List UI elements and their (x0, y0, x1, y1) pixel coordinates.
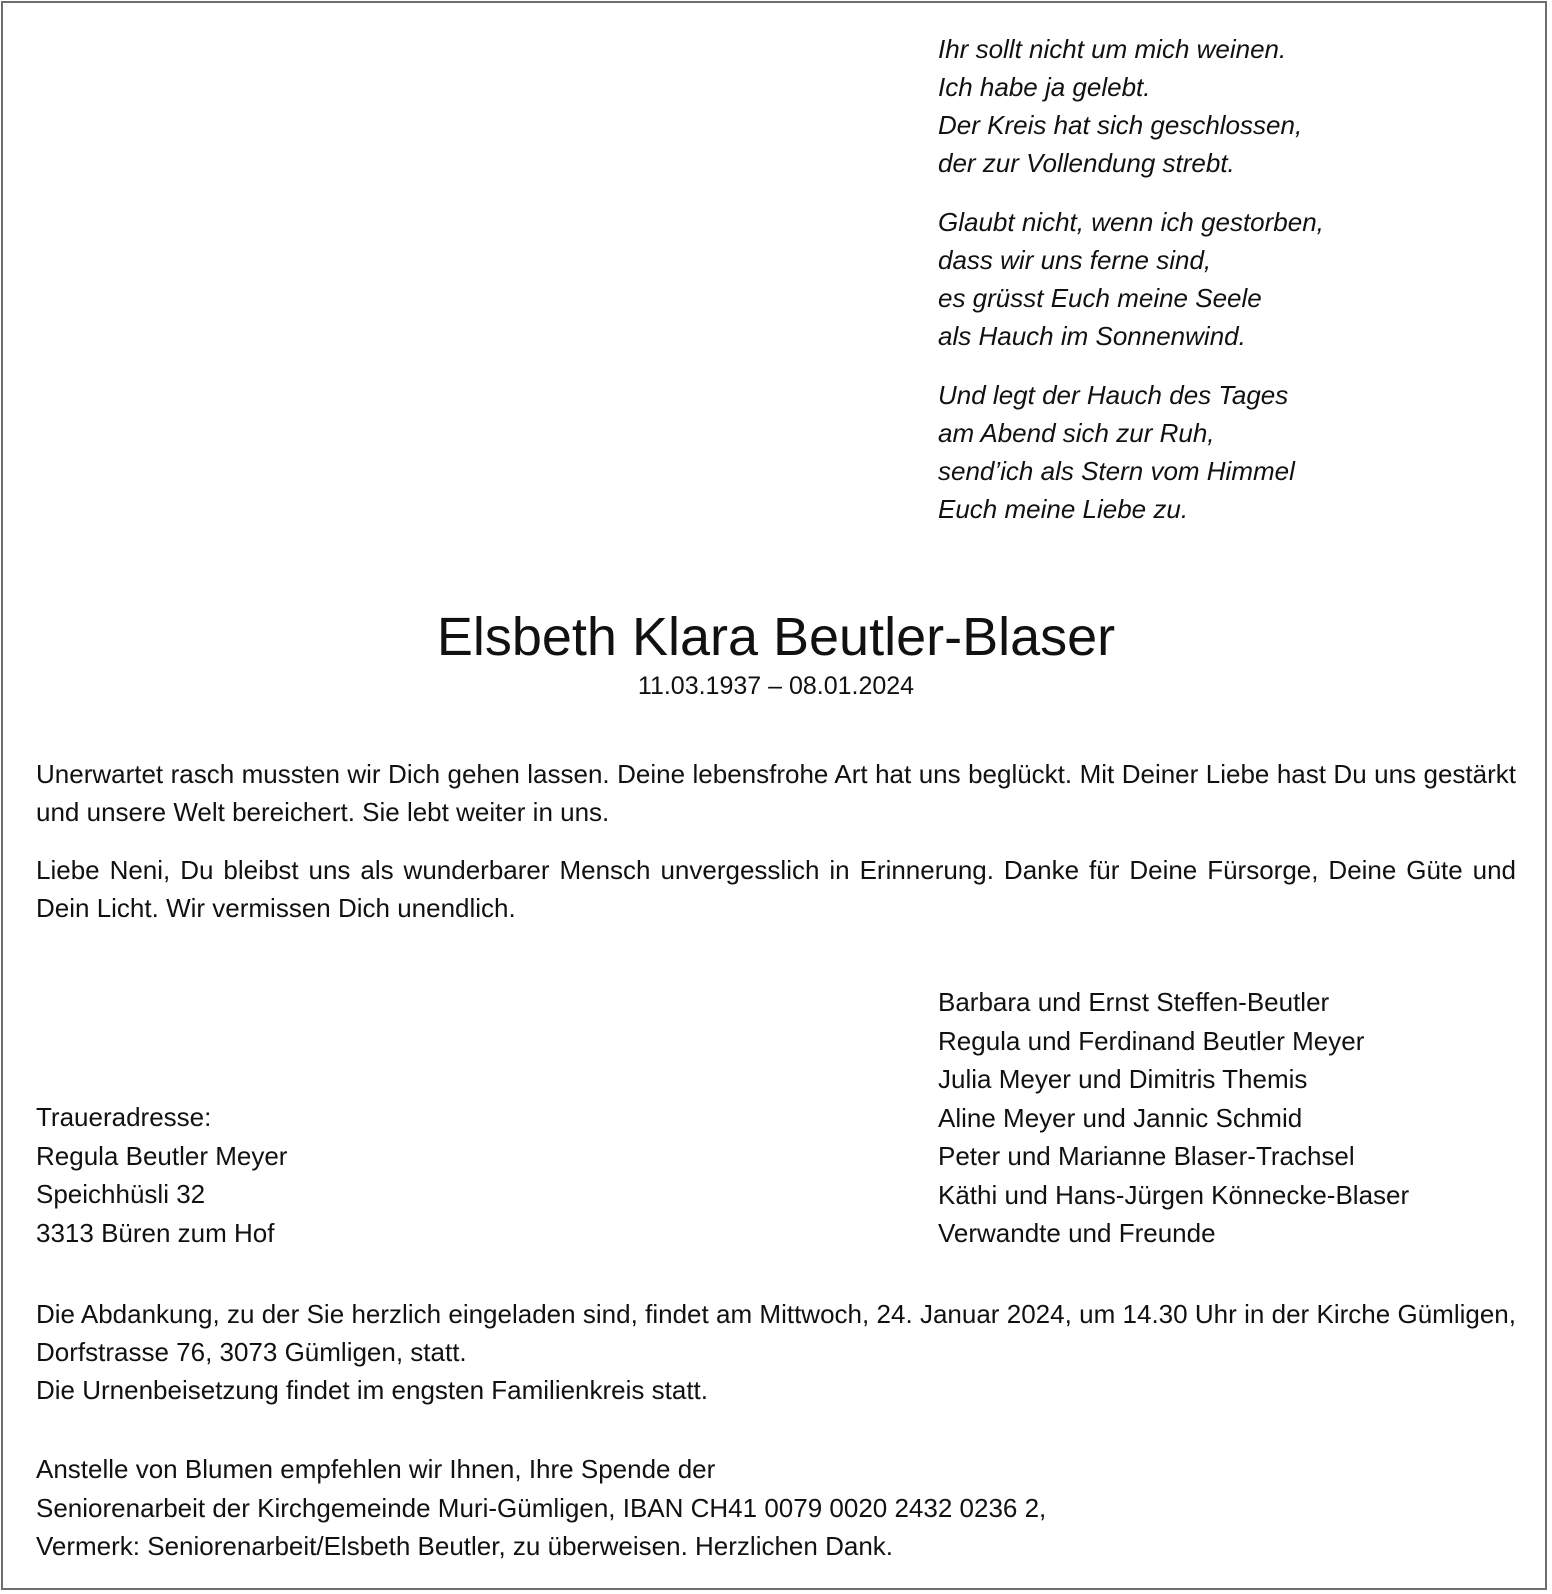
family-member: Aline Meyer und Jannic Schmid (938, 1102, 1303, 1133)
donation-line: Anstelle von Blumen empfehlen wir Ihnen, Ihre Spende der (36, 1454, 716, 1484)
intro-text (36, 755, 1516, 947)
poem-line: als Hauch im Sonnenwind. (938, 321, 1246, 351)
donation-line: Vermerk: Seniorenarbeit/Elsbeth Beutler, zu überweisen. Herzlichen Dank. (36, 1531, 893, 1561)
poem-stanza-3 (938, 376, 1324, 528)
service-paragraph: Die Abdankung, zu der Sie herzlich eingeladen sind, findet am Mittwoch, 24. Januar 2024, um 14.30 Uhr in der Kirche Gümligen, Dorfstrasse 76, 3073 Gümligen, statt. (36, 1299, 1516, 1367)
deceased-name: Elsbeth Klara Beutler-Blaser (436, 607, 1116, 667)
address-line: Regula Beutler Meyer (36, 1140, 288, 1171)
poem-line: der zur Vollendung strebt. (938, 148, 1235, 178)
family-member: Peter und Marianne Blaser-Trachsel (938, 1141, 1355, 1171)
family-member: Regula und Ferdinand Beutler Meyer (938, 1025, 1365, 1056)
life-dates: 11.03.1937 – 08.01.2024 (637, 672, 915, 700)
intro-paragraph-1: Unerwartet rasch mussten wir Dich gehen lassen. Deine lebensfrohe Art hat uns beglückt. Mit Deiner Liebe hast Du uns gestärkt und unsere Welt bereichert. Sie lebt weiter in uns. (36, 759, 1516, 827)
deceased-heading (0, 605, 1552, 703)
poem (938, 30, 1324, 549)
family-member: Barbara und Ernst Steffen-Beutler (938, 987, 1330, 1017)
family-member: Käthi und Hans-Jürgen Könnecke-Blaser (938, 1179, 1410, 1210)
address-line: Speichhüsli 32 (36, 1179, 206, 1209)
service-info (36, 1295, 1516, 1409)
intro-paragraph-2: Liebe Neni, Du bleibst uns als wunderbarer Mensch unvergesslich in Erinnerung. Danke für Deine Fürsorge, Deine Güte und Dein Licht. Wir vermissen Dich unendlich. (36, 855, 1516, 923)
address-label: Traueradresse: (36, 1102, 212, 1132)
poem-line: am Abend sich zur Ruh, (938, 418, 1215, 448)
donation-line: Seniorenarbeit der Kirchgemeinde Muri-Gümligen, IBAN CH41 0079 0020 2432 0236 2, (36, 1492, 1047, 1523)
mourning-address (36, 1098, 287, 1252)
poem-line: Ich habe ja gelebt. (938, 72, 1151, 102)
poem-line: Der Kreis hat sich geschlossen, (938, 110, 1303, 140)
family-member: Verwandte und Freunde (938, 1218, 1216, 1248)
address-line: 3313 Büren zum Hof (36, 1217, 275, 1248)
poem-line: Glaubt nicht, wenn ich gestorben, (938, 207, 1324, 237)
urn-paragraph: Die Urnenbeisetzung findet im engsten Familienkreis statt. (36, 1375, 708, 1405)
poem-line: Euch meine Liebe zu. (938, 494, 1189, 524)
poem-stanza-2 (938, 203, 1324, 355)
poem-line: Ihr sollt nicht um mich weinen. (938, 34, 1287, 64)
poem-stanza-1 (938, 30, 1324, 182)
poem-line: dass wir uns ferne sind, (938, 245, 1212, 275)
poem-line: es grüsst Euch meine Seele (938, 283, 1262, 313)
poem-line: send’ich als Stern vom Himmel (938, 456, 1295, 486)
donation-info (36, 1450, 1046, 1566)
family-member: Julia Meyer und Dimitris Themis (938, 1064, 1308, 1094)
poem-line: Und legt der Hauch des Tages (938, 380, 1289, 410)
family-list (938, 983, 1409, 1253)
